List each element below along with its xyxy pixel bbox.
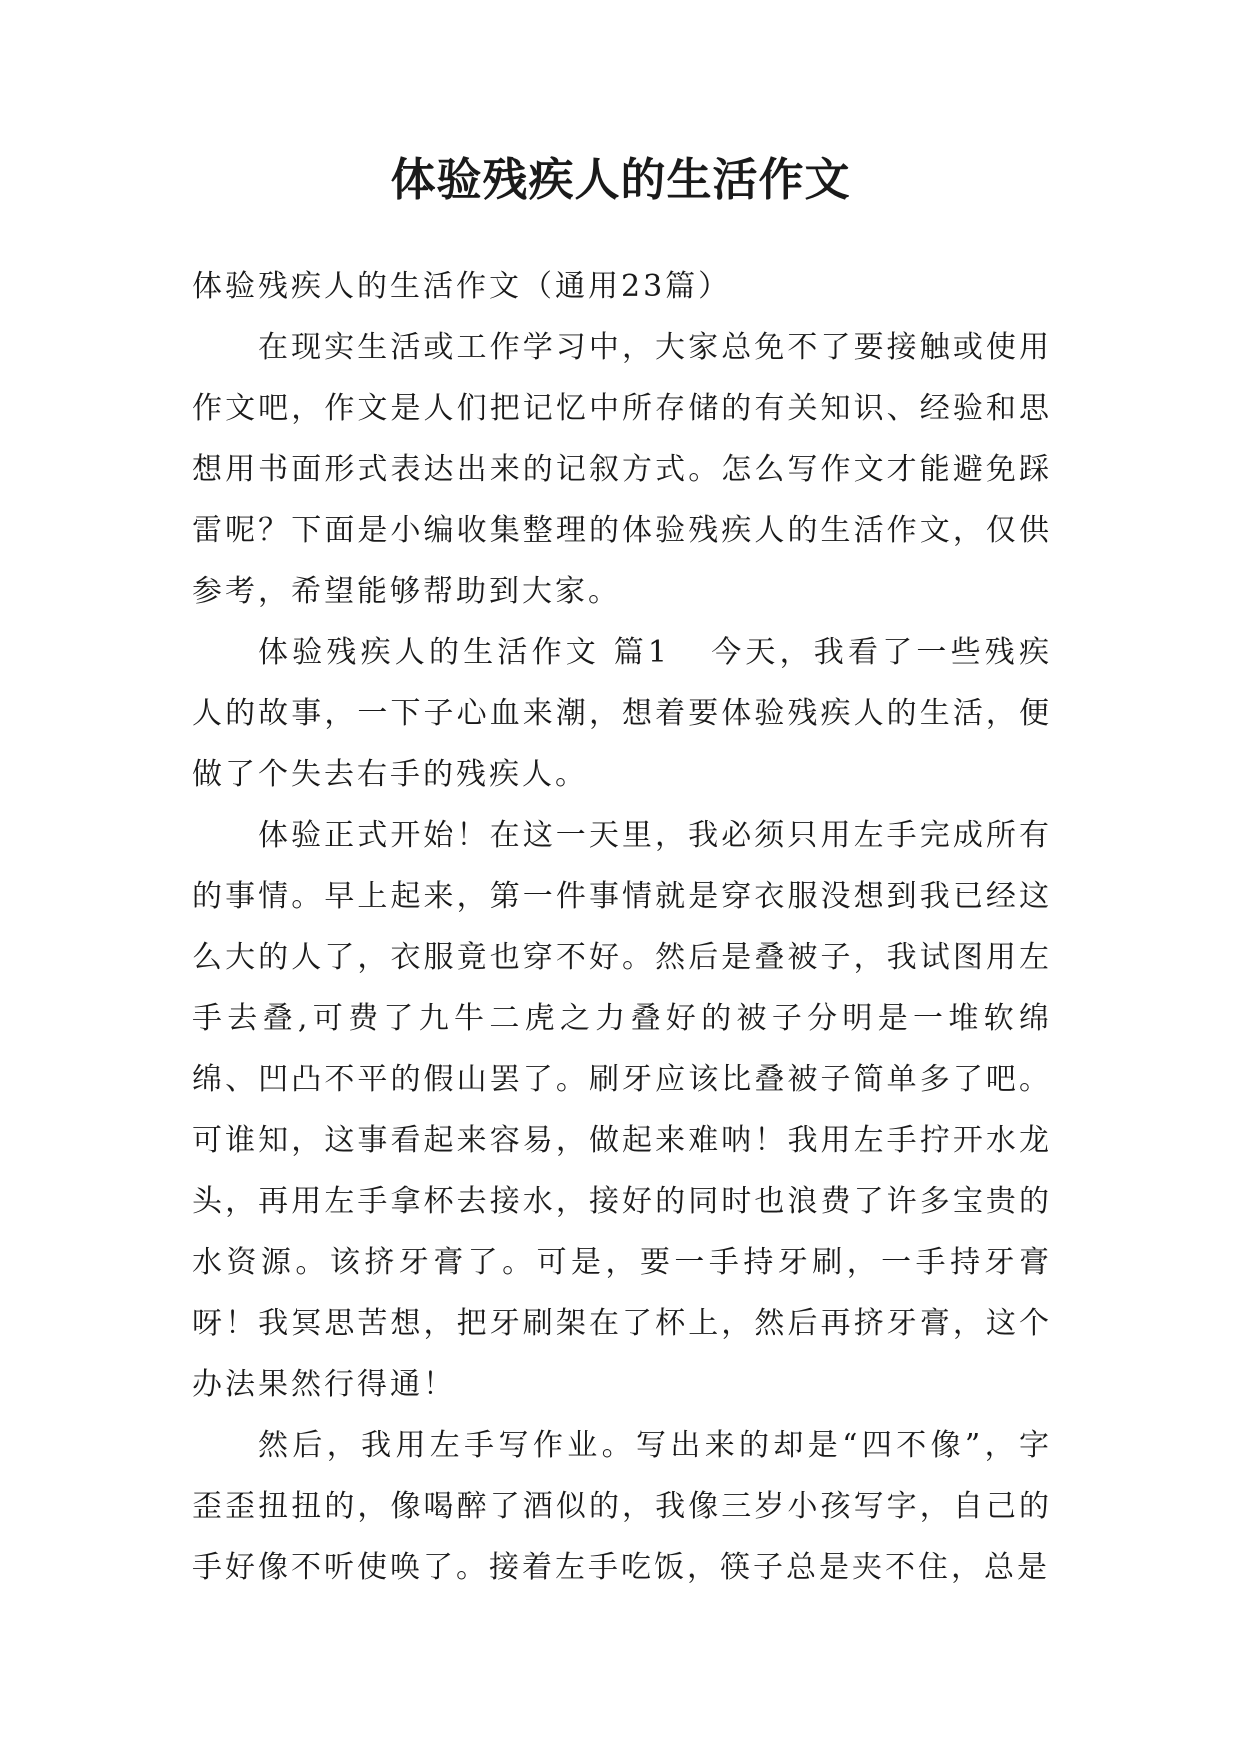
section-1-paragraph xyxy=(192,622,1052,805)
document-subtitle: 体验残疾人的生活作文（通用23篇） xyxy=(192,269,732,304)
intro-paragraph: 在现实生活或工作学习中，大家总免不了要接触或使用作文吧，作文是人们把记忆中所存储的有关知识、经验和思想用书面形式表达出来的记叙方式。怎么写作文才能避免踩雷呢？下面是小编收集整理的体验残疾人的生活作文，仅供参考，希望能够帮助到大家。 xyxy=(192,330,1052,609)
document-body xyxy=(192,256,1052,1598)
body-paragraph-2: 体验正式开始！在这一天里，我必须只用左手完成所有的事情。早上起来，第一件事情就是穿衣服没想到我已经这么大的人了，衣服竟也穿不好。然后是叠被子，我试图用左手去叠,可费了九牛二虎之力叠好的被子分明是一堆软绵绵、凹凸不平的假山罢了。刷牙应该比叠被子简单多了吧。可谁知，这事看起来容易，做起来难呐！我用左手拧开水龙头，再用左手拿杯去接水，接好的同时也浪费了许多宝贵的水资源。该挤牙膏了。可是，要一手持牙刷，一手持牙膏呀！我冥思苦想，把牙刷架在了杯上，然后再挤牙膏，这个办法果然行得通！ xyxy=(192,818,1052,1402)
document-title: 体验残疾人的生活作文 xyxy=(390,153,851,206)
body-paragraph-3: 然后，我用左手写作业。写出来的却是“四不像”，字歪歪扭扭的，像喝醉了酒似的，我像三岁小孩写字，自己的手好像不听使唤了。接着左手吃饭，筷子总是夹不住，总是 xyxy=(192,1428,1052,1585)
section-1-lead: 今天，我看了一些残疾人的故事，一下子心血来潮，想着要体验残疾人的生活，便做了个失去右手的残疾人。 xyxy=(192,635,1053,792)
section-1-heading: 体验残疾人的生活作文 篇1 xyxy=(258,635,671,670)
